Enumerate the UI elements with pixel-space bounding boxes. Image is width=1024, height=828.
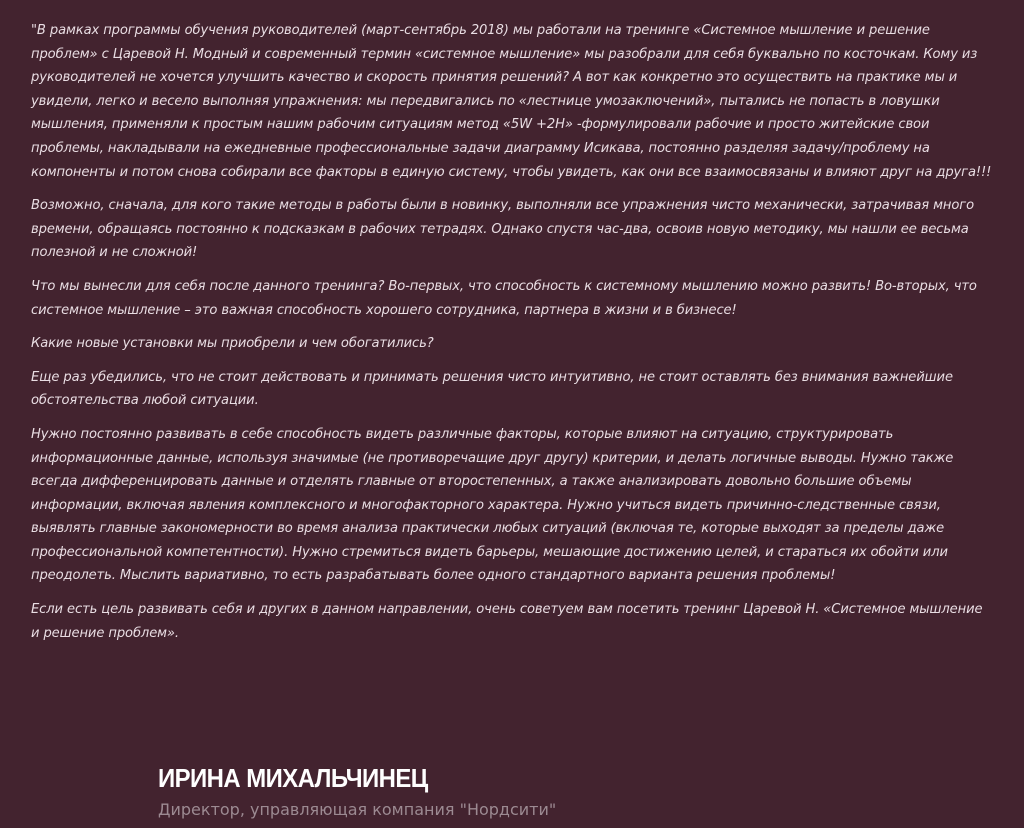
testimonial-paragraph-1: "В рамках программы обучения руководителей (март-сентябрь 2018) мы работали на тренинге «Системное мышление и решение проблем» с Царевой Н. Модный и современный термин «системное мышление» мы разобрали для себя буквально по косточкам. Кому из руководителей не хочется улучшить качество и скорость принятия решений? А вот как конкретно это осуществить на практике мы и увидели, легко и весело выполняя упражнения: мы передвигались по «лестнице умозаключений», пытались не попасть в ловушки мышления, применяли к простым нашим рабочим ситуациям метод «5W +2H» -формулировали рабочие и просто житейские свои проблемы, накладывали на ежедневные профессиональные задачи диаграмму Исикава, постоянно разделяя задачу/проблему на компоненты и потом снова собирали все факторы в единую систему, чтобы увидеть, как они все взаимосвязаны и влияют друг на друга!!! [31,23,992,180]
author-name: ИРИНА МИХАЛЬЧИНЕЦ [158,763,428,793]
testimonial-paragraph-2: Возможно, сначала, для кого такие методы в работы были в новинку, выполняли все упражнения чисто механически, затрачивая много времени, обращаясь постоянно к подсказкам в рабочих тетрадях. Однако спустя час-два, освоив новую методику, мы нашли ее весьма полезной и не сложной! [31,198,974,261]
testimonial-paragraph-3: Что мы вынесли для себя после данного тренинга? Во-первых, что способность к системному мышлению можно развить! Во-вторых, что системное мышление – это важная способность хорошего сотрудника, партнера в жизни и в бизнесе! [31,278,977,318]
author-position: Директор, управляющая компания "Нордсити" [158,800,557,819]
testimonial-paragraph-7: Если есть цель развивать себя и других в данном направлении, очень советуем вам посетить тренинг Царевой Н. «Системное мышление и решение проблем». [31,602,983,641]
testimonial-paragraph-4: Какие новые установки мы приобрели и чем обогатились? [31,336,434,352]
testimonial-text [31,19,993,655]
testimonial-paragraph-5: Еще раз убедились, что не стоит действовать и принимать решения чисто интуитивно, не стоит оставлять без внимания важнейшие обстоятельства любой ситуации. [31,369,953,409]
author-block [158,762,556,822]
testimonial-paragraph-6: Нужно постоянно развивать в себе способность видеть различные факторы, которые влияют на ситуацию, структурировать информационные данные, используя значимые (не противоречащие друг другу) критерии, и делать логичные выводы. Нужно также всегда дифференцировать данные и отделять главные от второстепенных, а также анализировать довольно большие объемы информации, включая явления комплексного и многофакторного характера. Нужно учиться видеть причинно-следственные связи, выявлять главные закономерности во время анализа практически любых ситуаций (включая те, которые выходят за пределы даже профессиональной компетентности). Нужно стремиться видеть барьеры, мешающие достижению целей, и стараться их обойти или преодолеть. Мыслить вариативно, то есть разрабатывать более одного стандартного варианта решения проблемы! [31,426,954,584]
